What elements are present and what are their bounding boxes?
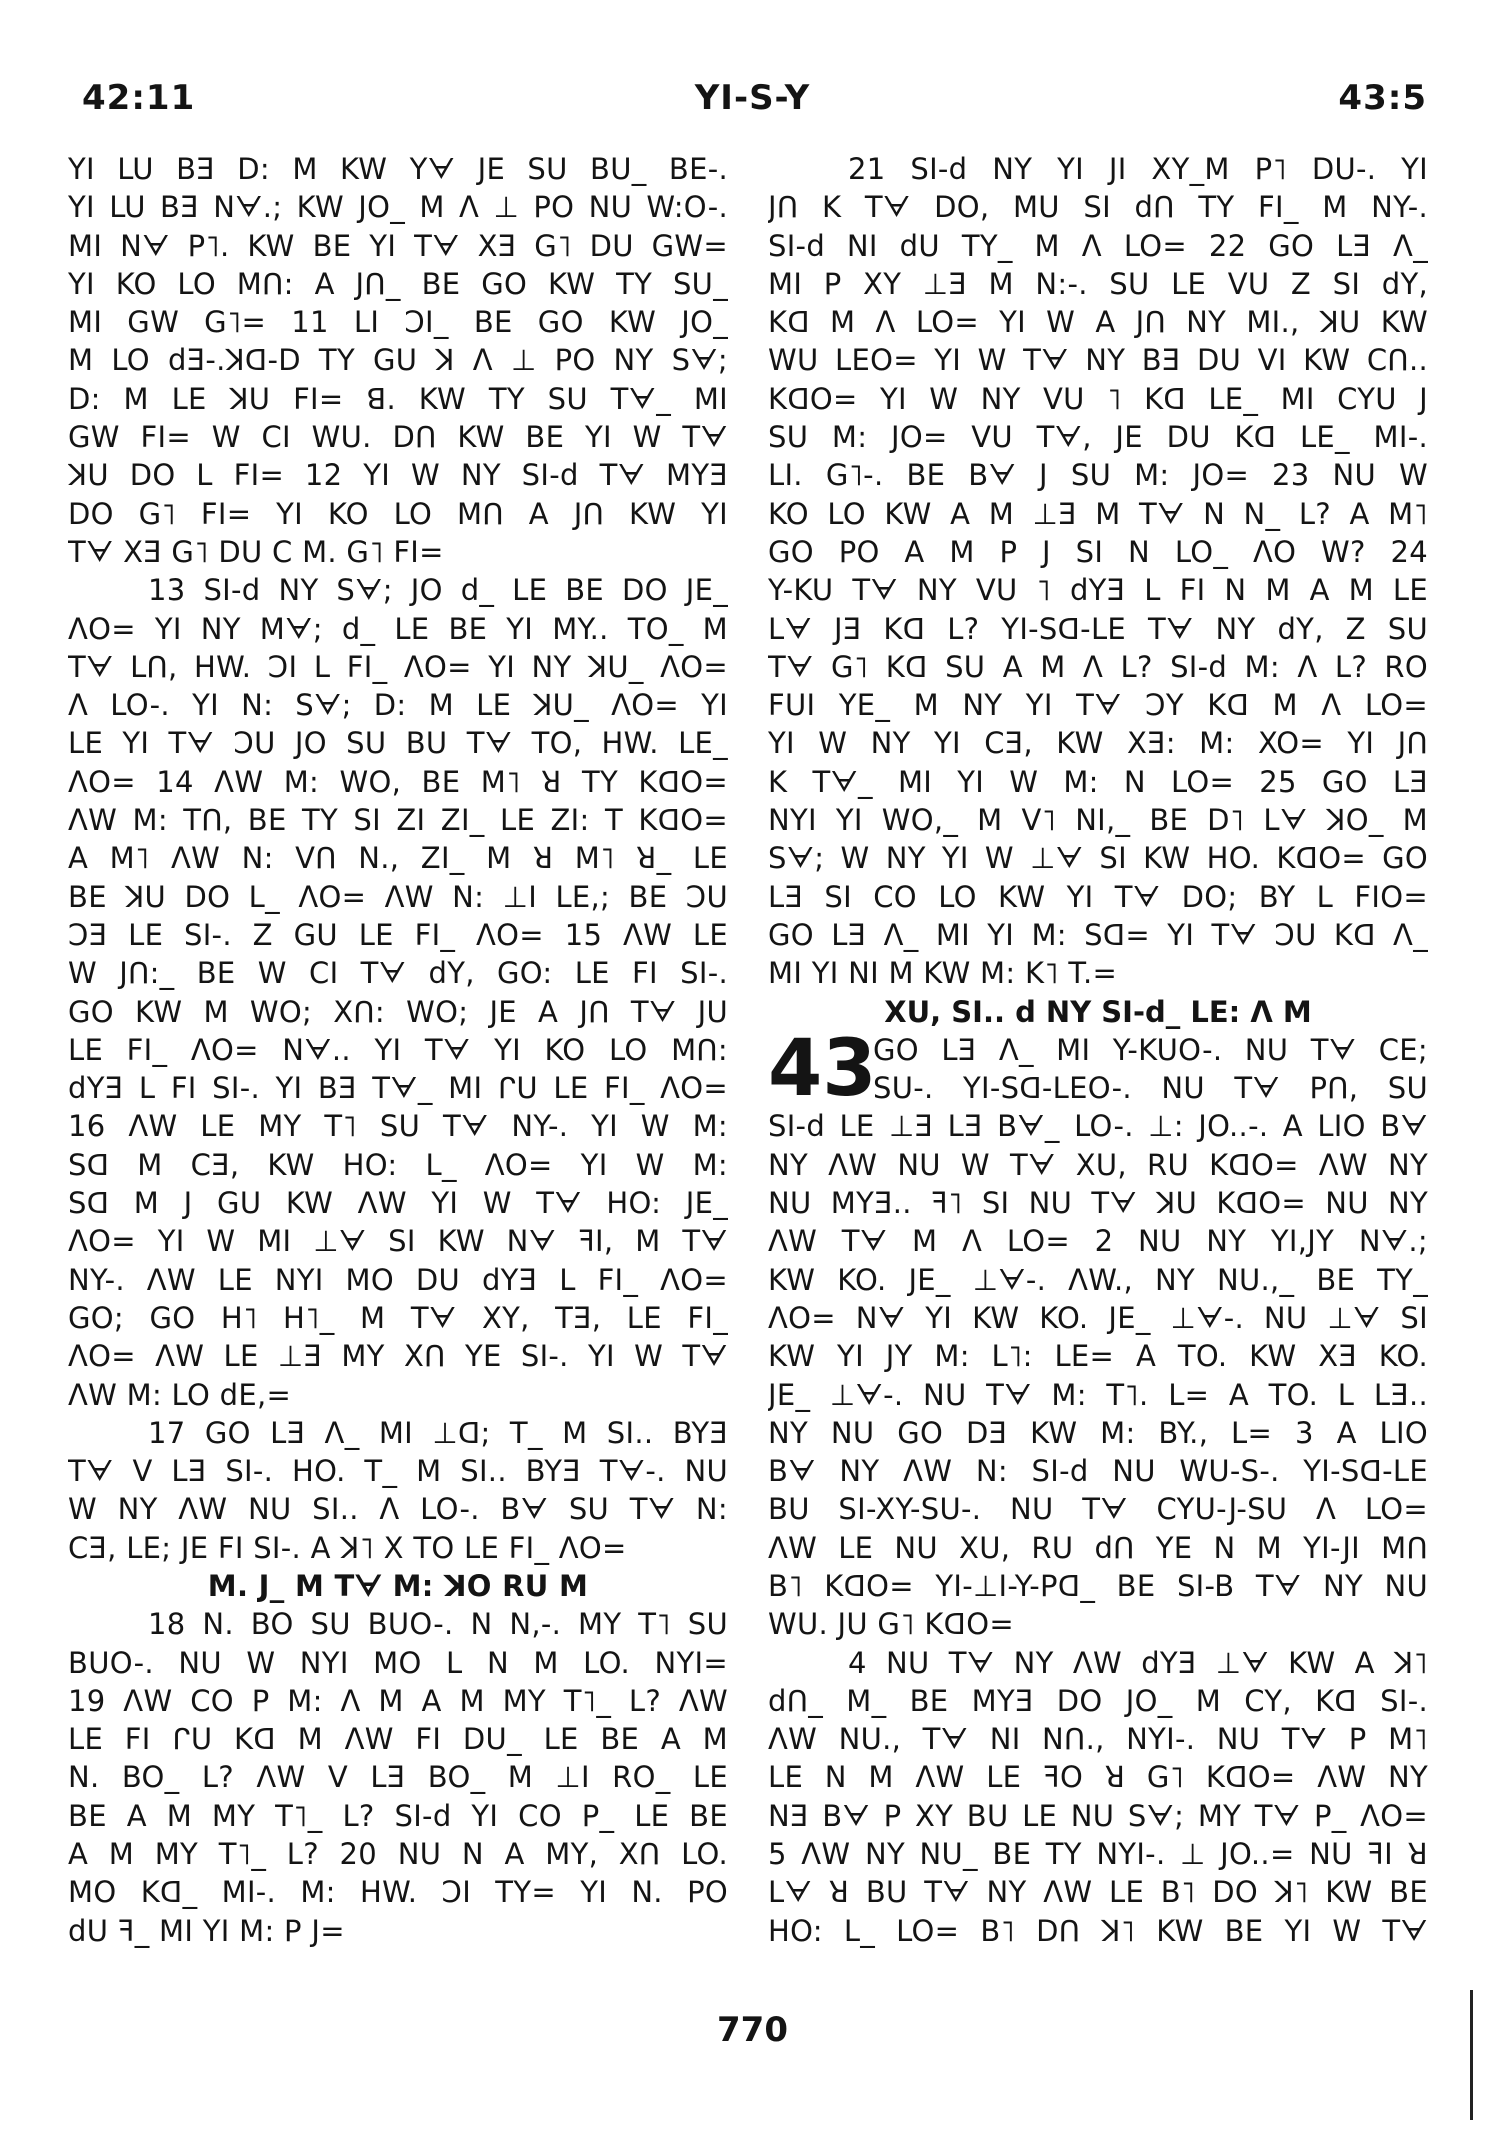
left-column-line: 18 N. BO SU BUO-. N N,-. MY T˥ SU — [148, 1607, 728, 1642]
right-column-line: NY ΛW NU W Tᗄ XU, RU KᗡO= ΛW NY — [768, 1147, 1428, 1182]
left-column-line: 16 ΛW LE MY T˥ SU Tᗄ NY-. YI W M: — [68, 1109, 728, 1144]
page-number: 770 — [717, 2010, 788, 2050]
left-column-line: Tᗄ XƎ G˥ DU C M. G˥ FI= — [68, 534, 444, 569]
left-column-line: MI GW G˥= 11 LI ƆI_ BE GO KW JO_ — [68, 305, 728, 340]
left-column-line: 13 SI-d NY Sᗄ; JO d_ LE BE DO JE_ — [148, 573, 728, 608]
left-column-line: GW FI= W CI WU. Dᑎ KW BE YI W Tᗄ — [68, 420, 728, 455]
right-column-line: Sᗄ; W NY YI W ⊥ᗄ SI KW HO. KᗡO= GO — [768, 841, 1428, 876]
right-column-line: KO LO KW A M ⊥Ǝ M Tᗄ N N_ L? A M˥ — [768, 496, 1428, 531]
right-column-line: ΛW NU., Tᗄ NI Nᑎ., NYI-. NU Tᗄ P M˥ — [768, 1722, 1428, 1757]
left-column-line: Tᗄ Lᑎ, HW. ƆI L FI_ ΛO= YI NY ꓘU_ ΛO= — [68, 649, 728, 684]
section-heading: M. J_ M Tᗄ M: ꓘO RU M — [207, 1568, 589, 1603]
left-column-line: A M˥ ΛW N: Vᑎ N., ZI_ M ꓤ M˥ ꓤ_ LE — [68, 841, 728, 876]
left-column-line: 19 ΛW CO P M: Λ M A M MY T˥_ L? ΛW — [68, 1683, 728, 1718]
right-column-line: NYI YI WO,_ M V˥ NI,_ BE D˥ Lᗄ ꓘO_ M — [768, 803, 1428, 838]
left-column-line: MI Nᗄ P˥. KW BE YI Tᗄ XƎ G˥ DU GW= — [68, 228, 728, 263]
right-column-line: SI-d NI dU TY_ M Λ LO= 22 GO LƎ Λ_ — [768, 228, 1428, 263]
left-column-line: ΛW M: Tᑎ, BE TY SI ZI ZI_ LE ZI: T KᗡO= — [68, 803, 728, 838]
page-edge-mark — [1470, 1990, 1473, 2120]
left-column-line: dU ꟻ_ MI YI M: P J= — [68, 1913, 345, 1948]
right-column-line: KᗡO= YI W NY VU ˥ Kᗡ LE_ MI CYU J — [768, 381, 1428, 416]
right-column-line: HO: L_ LO= B˥ Dᑎ ꓘ˥ KW BE YI W Tᗄ — [768, 1913, 1428, 1948]
left-column-line: N. BO_ L? ΛW V LƎ BO_ M ⊥I RO_ LE — [68, 1760, 728, 1795]
left-column-line: ΛO= 14 ΛW M: WO, BE M˥ ꓤ TY KᗡO= — [68, 764, 728, 799]
right-column-line: dᑎ_ M_ BE MYƎ DO JO_ M CY, Kᗡ SI-. — [768, 1683, 1428, 1718]
right-column-line: JE_ ⊥ᗄ-. NU Tᗄ M: T˥. L= A TO. L LƎ.. — [768, 1377, 1428, 1412]
right-column-line: Lᗄ JƎ Kᗡ L? YI-Sᗡ-LE Tᗄ NY dY, Z SU — [768, 611, 1428, 646]
left-column-line: dYƎ L FI SI-. YI BƎ Tᗄ_ MI ᒋU LE FI_ ΛO= — [68, 1071, 728, 1106]
chapter-opening-line: SU-. YI-Sᗡ-LEO-. NU Tᗄ Pᑎ, SU — [873, 1071, 1428, 1106]
left-column-line: BUO-. NU W NYI MO L N M LO. NYI= — [68, 1645, 728, 1680]
left-column-line: Sᗡ M CƎ, KW HO: L_ ΛO= YI W M: — [68, 1147, 728, 1182]
left-column-line: Sᗡ M J GU KW ΛW YI W Tᗄ HO: JE_ — [68, 1186, 728, 1221]
right-column-line: ΛW LE NU XU, RU dᑎ YE N M YI-JI Mᑎ — [768, 1530, 1428, 1565]
left-column-line: ΛW M: LO dE,= — [68, 1377, 292, 1412]
right-column-line: GO LƎ Λ_ MI YI M: Sᗡ= YI Tᗄ ƆU Kᗡ Λ_ — [768, 917, 1428, 952]
right-column-line: WU LEO= YI W Tᗄ NY BƎ DU VI KW Cᑎ.. — [768, 343, 1428, 378]
left-column-line: Tᗄ V LƎ SI-. HO. T_ M SI.. BYƎ Tᗄ-. NU — [68, 1454, 728, 1489]
chapter-number: 43 — [768, 1023, 877, 1114]
right-column-line: GO PO A M P J SI N LO_ ΛO W? 24 — [768, 534, 1428, 569]
left-column-line: W NY ΛW NU SI.. Λ LO-. Bᗄ SU Tᗄ N: — [68, 1492, 728, 1527]
chapter-heading: XU, SI.. d NY SI-d_ LE: Λ M — [884, 994, 1312, 1029]
header-book-title: YI-S-Y — [694, 78, 811, 118]
right-column-line: NƎ Bᗄ P XY BU LE NU Sᗄ; MY Tᗄ P_ ΛO= — [768, 1798, 1428, 1833]
right-column-line: MI P XY ⊥Ǝ M N:-. SU LE VU Z SI dY, — [768, 266, 1428, 301]
right-column-top-text — [768, 150, 1428, 993]
left-column-line: ƆƎ LE SI-. Z GU LE FI_ ΛO= 15 ΛW LE — [68, 917, 728, 952]
right-column-line: Lᗄ ꓤ BU Tᗄ NY ΛW LE B˥ DO ꓘ˥ KW BE — [768, 1875, 1428, 1910]
right-column-line: 21 SI-d NY YI JI XY_M P˥ DU-. YI — [848, 152, 1428, 186]
header-chapter-verse-left: 42:11 — [82, 78, 196, 118]
right-column-line: Y-KU Tᗄ NY VU ˥ dYƎ L FI N M A M LE — [768, 573, 1428, 608]
left-column-line: W Jᑎ:_ BE W CI Tᗄ dY, GO: LE FI SI-. — [68, 956, 728, 991]
right-column-bottom-text — [768, 1107, 1428, 1950]
left-column-line: MO Kᗡ_ MI-. M: HW. ƆI TY= YI N. PO — [68, 1875, 728, 1910]
left-column-line: LE FI_ ΛO= Nᗄ.. YI Tᗄ YI KO LO Mᑎ: — [68, 1032, 728, 1067]
left-column-line: GO; GO H˥ H˥_ M Tᗄ XY, TƎ, LE FI_ — [68, 1300, 728, 1335]
right-column-line: FUI YE_ M NY YI Tᗄ ƆY Kᗡ M Λ LO= — [768, 688, 1428, 723]
right-column-line: ΛO= Nᗄ YI KW KO. JE_ ⊥ᗄ-. NU ⊥ᗄ SI — [768, 1300, 1428, 1335]
left-column-line: BE A M MY T˥_ L? SI-d YI CO P_ LE BE — [68, 1798, 728, 1833]
left-column-line: ꓘU DO L FI= 12 YI W NY SI-d Tᗄ MYƎ — [68, 458, 728, 493]
left-column-line: ΛO= YI W MI ⊥ᗄ SI KW Nᗄ ꟻI, M Tᗄ — [68, 1224, 728, 1259]
chapter-opening — [768, 1023, 1428, 1114]
left-column-line: DO G˥ FI= YI KO LO Mᑎ A Jᑎ KW YI — [68, 496, 728, 531]
right-column-line: BU SI-XY-SU-. NU Tᗄ CYU-J-SU Λ LO= — [768, 1492, 1428, 1527]
left-column-line: YI LU BƎ Nᗄ.; KW JO_ M Λ ⊥ PO NU W:O-. — [68, 190, 728, 225]
right-column-line: Bᗄ NY ΛW N: SI-d NU WU-S-. YI-Sᗡ-LE — [768, 1454, 1428, 1489]
right-column-line: Tᗄ G˥ Kᗡ SU A M Λ L? SI-d M: Λ L? RO — [768, 649, 1428, 684]
right-column-line: K Tᗄ_ MI YI W M: N LO= 25 GO LƎ — [768, 764, 1428, 799]
left-text-column — [68, 150, 728, 1950]
right-column-line: KW YI JY M: L˥: LE= A TO. KW XƎ KO. — [768, 1339, 1428, 1374]
right-column-line: SI-d LE ⊥Ǝ LƎ Bᗄ_ LO-. ⊥: JO..-. A LIO Bᗄ — [768, 1109, 1428, 1144]
right-column-line: ΛW Tᗄ M Λ LO= 2 NU NY YI,JY Nᗄ.; — [768, 1224, 1428, 1259]
left-column-line: CƎ, LE; JE FI SI-. A ꓘ˥ X TO LE FI_ ΛO= — [68, 1530, 627, 1565]
left-column-line: ΛO= YI NY Mᗄ; d_ LE BE YI MY.. TO_ M — [68, 611, 728, 646]
right-column-line: WU. JU G˥ KᗡO= — [768, 1607, 1014, 1642]
left-column-line: 17 GO LƎ Λ_ MI ⊥ᗡ; T_ M SI.. BYƎ — [148, 1415, 728, 1450]
right-column-line: 5 ΛW NY NU_ BE TY NYI-. ⊥ JO..= NU ꟻI ꓤ — [768, 1837, 1428, 1872]
right-column-line: KW KO. JE_ ⊥ᗄ-. ΛW., NY NU.,_ BE TY_ — [768, 1262, 1428, 1297]
right-column-line: Kᗡ M Λ LO= YI W A Jᑎ NY MI., ꓘU KW — [768, 305, 1428, 340]
left-column-line: M LO dƎ-.ꓘᗡ-D TY GU ꓘ Λ ⊥ PO NY Sᗄ; — [68, 343, 728, 378]
header-chapter-verse-right: 43:5 — [1338, 78, 1427, 118]
chapter-opening-line: GO LƎ Λ_ MI Y-KUO-. NU Tᗄ CE; — [873, 1032, 1428, 1067]
right-column-line: Jᑎ K Tᗄ DO, MU SI dᑎ TY FI_ M NY-. — [768, 190, 1428, 225]
left-column-line: Λ LO-. YI N: Sᗄ; D: M LE ꓘU_ ΛO= YI — [68, 688, 728, 723]
right-column-line: SU M: JO= VU Tᗄ, JE DU Kᗡ LE_ MI-. — [768, 420, 1428, 455]
left-column-line: GO KW M WO; Xᑎ: WO; JE A Jᑎ Tᗄ JU — [68, 994, 728, 1029]
right-column-line: LI. G˥-. BE Bᗄ J SU M: JO= 23 NU W — [768, 458, 1428, 493]
right-column-line: 4 NU Tᗄ NY ΛW dYƎ ⊥ᗄ KW A ꓘ˥ — [848, 1645, 1428, 1680]
left-column-line: BE ꓘU DO L_ ΛO= ΛW N: ⊥I LE,; BE ƆU — [68, 879, 728, 914]
left-column-line: NY-. ΛW LE NYI MO DU dYƎ L FI_ ΛO= — [68, 1262, 728, 1297]
right-column-line: NY NU GO DƎ KW M: BY., L= 3 A LIO — [768, 1415, 1428, 1450]
left-column-line: YI LU BƎ D: M KW Yᗄ JE SU BU_ BE-. — [68, 152, 728, 186]
left-column-line: ΛO= ΛW LE ⊥Ǝ MY Xᑎ YE SI-. YI W Tᗄ — [68, 1339, 728, 1374]
left-column-line: YI KO LO Mᑎ: A Jᑎ_ BE GO KW TY SU_ — [68, 266, 728, 301]
left-column-line: A M MY T˥_ L? 20 NU N A MY, Xᑎ LO. — [68, 1837, 728, 1872]
right-column-line: B˥ KᗡO= YI-⊥I-Y-Pᗡ_ BE SI-B Tᗄ NY NU — [768, 1568, 1428, 1603]
right-column-line: LƎ SI CO LO KW YI Tᗄ DO; BY L FIO= — [768, 879, 1428, 914]
left-column-line: LE FI ᒋU Kᗡ M ΛW FI DU_ LE BE A M — [68, 1722, 728, 1757]
right-column-line: MI YI NI M KW M: K˥ T.= — [768, 956, 1118, 991]
right-column-line: YI W NY YI CƎ, KW XƎ: M: XO= YI Jᑎ — [768, 726, 1428, 761]
right-column-line: LE N M ΛW LE ꟻO ꓤ G˥ KᗡO= ΛW NY — [768, 1760, 1428, 1795]
right-column-line: NU MYƎ.. ꟻ˥ SI NU Tᗄ ꓘU KᗡO= NU NY — [768, 1186, 1428, 1221]
left-column-line: LE YI Tᗄ ƆU JO SU BU Tᗄ TO, HW. LE_ — [68, 726, 728, 761]
right-text-column — [768, 150, 1428, 1950]
left-column-line: D: M LE ꓘU FI= ꓭ. KW TY SU Tᗄ_ MI — [68, 381, 728, 416]
